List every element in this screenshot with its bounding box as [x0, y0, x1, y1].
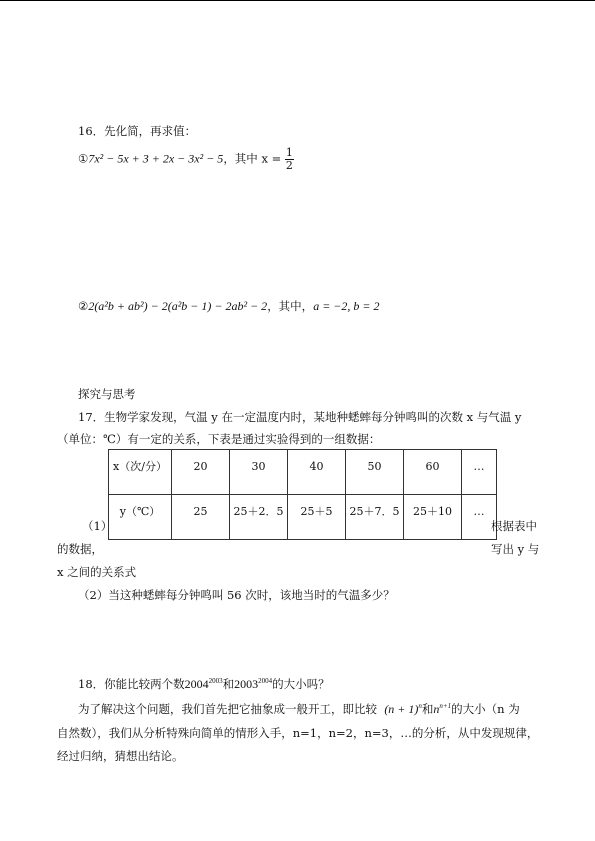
- q18-line2-intro: 为了解决这个问题，我们首先把它抽象成一般开工，即比较: [78, 702, 377, 716]
- q17-line1: 17．生物学家发现，气温 y 在一定温度内时，某地种蟋蟀每分钟鸣叫的次数 x 与气温 y: [78, 410, 522, 424]
- table-row-x: [109, 450, 497, 495]
- data-table: [108, 449, 497, 540]
- q18-and: 和: [222, 677, 235, 691]
- fraction-numerator: 1: [285, 146, 293, 159]
- q17-part2: （2）当这种蟋蟀每分钟鸣叫 56 次时，该地当时的气温多少？: [78, 588, 395, 602]
- section-title: 探究与思考: [78, 387, 136, 401]
- q17-part1-line3: x 之间的关系式: [57, 565, 137, 579]
- table-cell: 20: [172, 450, 230, 495]
- table-cell: 25＋7．5: [346, 495, 404, 540]
- q18-line4: 经过归纳，猜想出结论。: [57, 749, 184, 763]
- table-cell: 60: [404, 450, 462, 495]
- fraction-denominator: 2: [285, 159, 293, 172]
- number-base: 2004: [184, 677, 209, 691]
- number-base: 2003: [234, 677, 259, 691]
- q18-line1: [78, 676, 330, 692]
- expression-exponent: n+1: [439, 702, 452, 710]
- q16-part2-condition: ，其中，: [267, 299, 314, 313]
- q17-part1-right: 根据表中: [491, 519, 537, 533]
- q16-part1-fraction: [285, 147, 294, 172]
- q16-part2-values: a = −2, b = 2: [313, 299, 380, 313]
- table-cell: …: [462, 495, 497, 540]
- table-cell: 40: [288, 450, 346, 495]
- number-exponent: 2004: [258, 677, 273, 685]
- q16-title: 16．先化简，再求值：: [78, 124, 197, 138]
- q18-intro: 18．你能比较两个数: [78, 677, 185, 691]
- table-cell: 30: [230, 450, 288, 495]
- table-row-y: [109, 495, 497, 540]
- table-cell: 25＋10: [404, 495, 462, 540]
- expression-base: (n + 1): [384, 702, 419, 716]
- number-exponent: 2003: [208, 677, 223, 685]
- table-cell: y（℃）: [109, 495, 172, 540]
- q18-line2: [78, 701, 520, 717]
- q16-part1: [78, 147, 294, 172]
- table-cell: 50: [346, 450, 404, 495]
- q17-part1-line2-left: 的数据，: [57, 542, 103, 556]
- table-cell: …: [462, 450, 497, 495]
- q18-expression-a: [384, 702, 422, 716]
- q18-number-b: [234, 677, 272, 691]
- q18-line2-tail: 的大小（n 为: [451, 702, 520, 716]
- table-cell: x（次/分）: [109, 450, 172, 495]
- q16-part2: [78, 298, 379, 314]
- page-top-border: [0, 0, 595, 1]
- table-cell: 25＋5: [288, 495, 346, 540]
- expression-base: n: [433, 702, 440, 716]
- q17-part1-left: （1）: [82, 519, 113, 533]
- q16-part1-expression: 7x² − 5x + 3 + 2x − 3x² − 5: [88, 151, 224, 166]
- q18-line2-and: 和: [421, 702, 434, 716]
- q18-line3: 自然数），我们从分析特殊向简单的情形入手，n=1，n=2，n=3，…的分析，从中发现规律，: [57, 726, 539, 740]
- q16-part1-marker: ①: [78, 151, 89, 166]
- table-cell: 25: [172, 495, 230, 540]
- q18-expression-b: [433, 702, 451, 716]
- table-cell: 25＋2．5: [230, 495, 288, 540]
- q18-question: 的大小吗？: [272, 677, 330, 691]
- q16-part2-expression: 2(a²b + ab²) − 2(a²b − 1) − 2ab² − 2: [88, 299, 268, 313]
- q17-part1-line2-right: 写出 y 与: [491, 542, 540, 556]
- q16-part2-marker: ②: [78, 299, 89, 313]
- q18-number-a: [185, 677, 223, 691]
- q17-line2: （单位：℃）有一定的关系，下表是通过实验得到的一组数据：: [57, 432, 381, 446]
- expression-exponent: n: [418, 702, 422, 710]
- q16-part1-condition: ，其中 x =: [223, 151, 282, 166]
